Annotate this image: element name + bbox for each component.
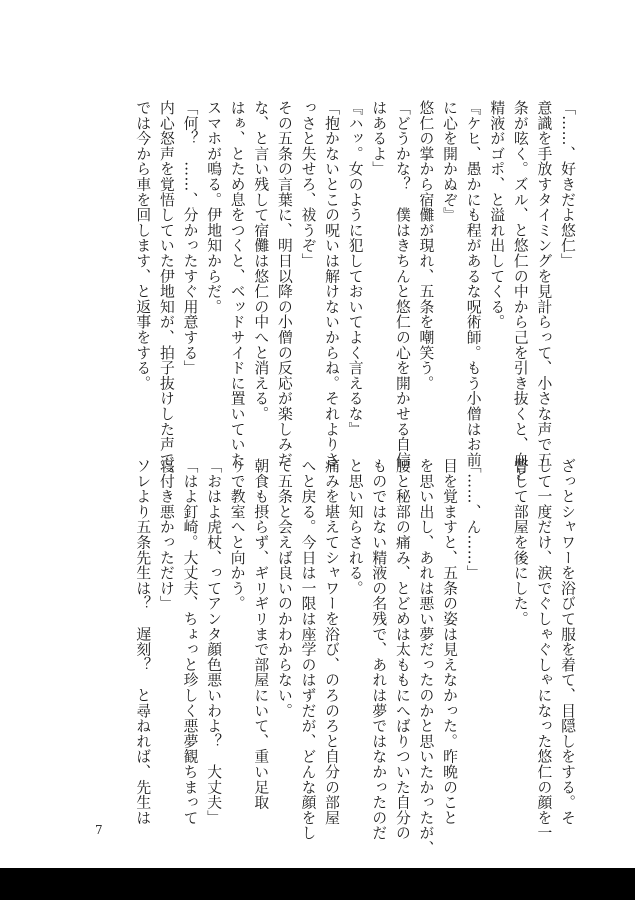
text-column: 寝付き悪かっただけ」 xyxy=(157,458,175,611)
text-column: では今から車を回します、と返事をする。 xyxy=(134,100,152,391)
bottom-text-block xyxy=(131,458,579,856)
text-column: と思い知らされる。 xyxy=(346,458,364,596)
text-column: な、と言い残して宿儺は悠仁の中へと消える。 xyxy=(252,100,270,422)
text-column: 「抱かないとこの呪いは解けないからね。それよりさ xyxy=(323,100,341,468)
text-column: 『ハッ。女のように犯しておいてよく言えるな』 xyxy=(346,100,364,437)
page-number: 7 xyxy=(95,823,103,837)
text-column: を思い出し、あれは悪い夢だったのかと思いたかったが、 xyxy=(417,458,435,856)
text-column: 内心怒声を覚悟していた伊地知が、拍子抜けした声で、 xyxy=(157,100,175,483)
text-column: に心を開かぬぞ』 xyxy=(441,100,459,223)
text-column: 朝食も摂らず、ギリギリまで部屋にいて、重い足取 xyxy=(252,458,270,810)
text-column: その五条の言葉に、明日以降の小僧の反応が楽しみだ xyxy=(275,100,293,468)
text-column: 「何？ ……、分かったすぐ用意する」 xyxy=(181,100,199,376)
text-column: 瞥して部屋を後にした。 xyxy=(511,458,529,627)
text-column: 精液がゴポ、と溢れ出してくる。 xyxy=(488,100,506,330)
text-column: へと戻る。今日は一限は座学のはずだが、どんな顔をし xyxy=(299,458,317,841)
text-column: 「どうかな？ 僕はきちんと悠仁の心を開かせる自信 xyxy=(393,100,411,468)
text-column: スマホが鳴る。伊地知からだ。 xyxy=(205,100,223,315)
text-column: 『ケヒ、愚かにも程があるな呪術師。もう小僧はお前 xyxy=(464,100,482,468)
text-column: 目を覚ますと、五条の姿は見えなかった。昨晩のこと xyxy=(441,458,459,826)
text-column: りで教室へと向かう。 xyxy=(228,458,246,611)
text-column: っさと失せろ、祓うぞ」 xyxy=(299,100,317,269)
text-column: 「……、ん……」 xyxy=(464,458,482,581)
text-column: て五条と会えば良いのかわからない。 xyxy=(275,458,293,719)
text-column: 「……、好きだよ悠仁」 xyxy=(559,100,576,269)
text-column: ものではない精液の名残で、あれは夢ではなかったのだ xyxy=(370,458,388,841)
text-column: 「おはよ虎杖、ってアンタ顔色悪いわよ？ 大丈夫」 xyxy=(205,458,223,826)
text-column: はぁ、とため息をつくと、ベッドサイドに置いていた xyxy=(228,100,246,468)
text-column xyxy=(485,458,509,793)
text-column: 悠仁の掌から宿儺が現れ、五条を嘲笑う。 xyxy=(417,100,435,391)
text-column: 「はよ釘崎。大丈夫、ちょっと珍しく悪夢観ちまって xyxy=(181,458,199,826)
text-column: ソレより五条先生は？ 遅刻？ と尋ねれば、先生は xyxy=(134,458,152,826)
top-text-block xyxy=(131,100,579,483)
text-column: 痛みを堪えてシャワーを浴び、のろのろと自分の部屋 xyxy=(323,458,341,826)
text-column: 腰と秘部の痛み、とどめは太ももにへばりついた自分の xyxy=(393,458,411,841)
text-column: 意識を手放すタイミングを見計らって、小さな声で五 xyxy=(535,100,553,468)
text-column: ざっとシャワーを浴びて服を着て、目隠しをする。そ xyxy=(559,458,576,826)
text-column: 条が呟く。ズル、と悠仁の中から己を引き抜くと、血と xyxy=(511,100,529,483)
text-column: はあるよ」 xyxy=(370,100,388,177)
text-column: して一度だけ、涙でぐしゃぐしゃになった悠仁の顔を一 xyxy=(535,458,553,841)
